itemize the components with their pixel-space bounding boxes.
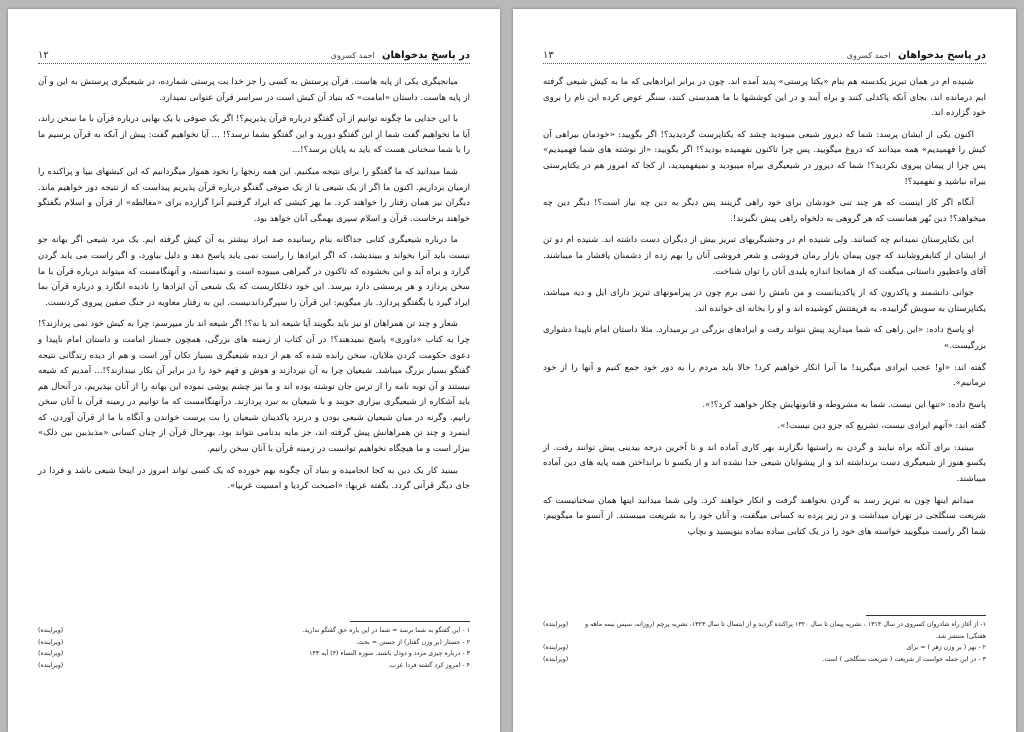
footnote-text: ۲ - جستار (بر وزن گفتار) از جستن = بحث. [355, 638, 470, 646]
paragraph: ببینید کار یک دین به کجا انجامیده و بنیاد آن چگونه بهم خورده که یک کسی تواند امروز در اینجا شیعی باشد و فردا در جای دیگر قرآنی گردد. بگفته عربها: «اصبحت کردیا و امسیت عربیا». [38, 465, 470, 492]
paragraph: آنگاه اگر کار اینست که هر چند تنی خودشان برای خود راهی گزینند پس دیگر به دین چه نیاز است؟! دیگر دین چه میخواهد؟! دین بُهر همانست که هر گروهی به دلخواه راهی پیش نگیرند!. [543, 198, 986, 224]
footnote [543, 619, 986, 642]
running-author: احمد کسروی [846, 51, 891, 60]
footnote-text: ۱ - این گفتگو به شما نرسد = شما در این باره حق گفتگو ندارید. [302, 627, 470, 634]
footnote-editor: (ویراینده) [38, 650, 64, 657]
paragraph: شعار و چند تن همراهان او نیز باید بگویند آیا شیعه اند یا نه؟! اگر شیعه اند باز میپرسم: چرا به کیش خود نمی پردازند؟! چرا به کتاب «داوری» پاسخ نمیدهند؟! در آن کتاب از زمینه های بزرگی، همچون جستار امامت و داستان امام ناپیدا و دعوی حکومت کردن ملایان، سخن رانده شده که هم از دیده شیعیگری بسیار تکان آور است و هم از دیده زندگانی نتیجه گفتگو بسیار بزرگ میباشد. شیعیان چرا به آن نپردازند و هوش و فهم خود را در برابر آن بکار نیندازند؟!... آمدیم که شیعه نیستند و آن توبه نامه را از ترس جان نوشته بوده اند و ما نیز چشم پوشی نموده این بهانه را از آنان بپذیریم، در آنحال هم باید آشکاره از شیعیگری بیزاری جویند و با شیعیان به نبرد پردازند. درآنهنگامست که ما توانیم در زمینه قرآن با آنان سخن رانیم. وگرنه در میان شیعیان شیعی بودن و درنزد پاکدینان شیعیان را بت پرست خواندن و آنگاه با ما از قرآن آوردن، که اینمرد و چند تن همراهانش پیش گرفته اند، جز مایه بدنامی نتواند بود. بهرحال قرآن از چنان کسانی «مذبذبین بین ذلک» بیزار است و ما هیچگاه نخواهیم توانست در زمینه قرآن با آنان سخن رانیم. [38, 319, 470, 455]
footnote [543, 654, 986, 666]
paragraph: ببینید: برای آنکه براه نیایند و گردن به راستیها نگزارند بهر کاری آماده اند و تا آخرین درجه بیدینی پیش توانند رفت. از یکسو هنوز از شیعیگری دست برنداشته اند و از پیشوایان شیعی جدا نشده اند و از یکسو تا برانداختن همه پایه های دین آماده میباشند. [543, 442, 986, 485]
footnote-editor: (ویراینده) [543, 644, 569, 651]
footnote-editor: (ویراینده) [543, 655, 569, 663]
page-body [543, 75, 986, 546]
running-head [331, 49, 470, 63]
paragraph: او پاسخ داده: «این راهی که شما میدارید پیش نتواند رفت و ایرادهای بزرگی در برمیدارد. مثلا داستان امام ناپیدا دشواری بزرگیست.» [543, 325, 986, 351]
footnote-text: ۴ - امروز کرد گشته فردا عرب. [388, 661, 470, 669]
footnotes [38, 625, 470, 671]
footnote-editor: (ویراینده) [543, 621, 569, 628]
page-header [38, 45, 470, 64]
page-number: ۱۳ [543, 50, 554, 61]
page-number: ۱۲ [38, 50, 49, 61]
paragraph: با این جدایی ما چگونه توانیم از آن گفتگو درباره قرآن پذیریم؟! اگر یک صوفی با یک بهایی درباره قرآن با ما سخن راند، آیا ما نخواهیم گفت شما از این گفتگو دورید و این گفتگو بشما نرسد؟! ... آیا نخواهیم گفت: پیش از آنکه به قرآن برسیم ما را با شما سخنانی هست که باید به پایان برسد؟!... [38, 114, 470, 156]
footnote [38, 637, 470, 649]
footnote-text: ۳ - درباره چیزی مردد و دودل باشند. سوره النساء (۴) آیه ۱۴۳ [309, 650, 470, 657]
paragraph: میانجیگری یکی از پایه هاست. قرآن پرستش به کسی را جز خدا بت پرستی شمارده، در شیعیگری پرستش به این و آن از پایه هاست. داستان «امامت» که بنیاد آن کیش است در سراسر قرآن عنوانی نمیدارد. [38, 77, 470, 103]
paragraph: اکنون یکی از ایشان پرسد: شما که دیروز شیعی میبودید چشد که یکتاپرست گردیدید؟! اگر بگویید: «خودمان بیراهی آن کیش را فهمیدیم» همه میدانند که دروغ میگویید. پس چرا تاکنون نفهمیده بودید؟! اگر بگویید: «از نوشته های شما فهمیدیم» پس چرا از پیمان پیروی نکردید؟! شما که دیروز در شیعیگری بیراه میبودید و نمیفهمیدید، از کجا که امروز هم در یکتاپرستی بیراه نباشید و نفهمید؟! [543, 129, 986, 187]
footnote-divider [866, 615, 986, 616]
paragraph: میدانم اینها چون به تبریز رسد به گردن نخواهند گرفت و انکار خواهند کرد. ولی شما میدانید اینها همان سخنانیست که شریعت سنگلجی در تهران میداشت و در زیر پرده به کسانی میگفت، و آنان خود را به شریعت میبستند. از آنسو ما میگوییم: شما اگر راست میگویید خواسته های خود را در یک کتابی ساده بماده بنویسید و بچاپ [543, 495, 986, 537]
page-body [38, 75, 470, 501]
paragraph: این یکتاپرستان نمیدانم چه کسانند. ولی شنیده ام در وحشیگریهای تبریز بیش از دیگران دست داشته اند. شنیده ام دو تن از ایشان از کتابفروشانند که چون پیمان بازار رمان فروشی و شعر فروشی آنان را بهم زده از دشمنان پافشار ما میباشند. آقای واعظپور داستانی میگفت که از همانجا اندازه پلیدی آنان را توان شناخت. [543, 235, 986, 277]
footnote [38, 625, 470, 637]
paragraph: شنیده ام در همان تبریز یکدسته هم بنام «یکتا پرستی» پدید آمده اند. چون در برابر ایرادهایی که ما به کیش شیعی گرفته ایم درمانده اند، بجای آنکه پاکدلی کنند و براه آیند و در این کوششها با ما همدستی کنند، سنگر عوض کرده این نام را بروی خود گزارده اند. [543, 77, 986, 119]
footnotes [543, 619, 986, 665]
paragraph: گفته اند: «او! عجب ایرادی میگیرید! ما آنرا انکار خواهیم کرد! حالا باید مردم را به دور خود جمع کنیم و آنها را از خود نرمانیم». [543, 362, 986, 389]
footnote-text: ۲ - بهر ( بر وزن زهر ) = برای [906, 644, 986, 651]
footnote [38, 660, 470, 672]
paragraph: پاسخ داده: «تنها این نیست. شما به مشروطه و قانونهایش چکار خواهید کرد؟!». [702, 399, 986, 410]
running-author: احمد کسروی [330, 51, 375, 60]
running-title: در پاسخ بدخواهان [381, 50, 470, 61]
footnote-divider [350, 621, 470, 622]
footnote [543, 642, 986, 654]
footnote [38, 648, 470, 660]
paragraph: گفته اند: «آنهم ایرادی نیست، تشریع که جزو دین نیست!». [777, 421, 986, 432]
page-header [543, 45, 986, 64]
footnote-editor: (ویراینده) [38, 661, 64, 669]
footnote-text: ۱- از آغاز راه شادروان کسروی در سال ۱۳۱۴ ، نشریه پیمان تا سال ۱۳۲۰ پراکنده گردید و از اینسال تا سال ۱۳۲۳، نشریه پرچم (روزانه، سپس نیمه ماهه و هفتگی) منتشر شد. [585, 621, 986, 640]
paragraph: جوانی دانشمند و پاکدرون که از پاکدینانست و من نامش را نمی برم چون در پیرامونهای تبریز دارای ایل و دیه میباشد، یکتاپرستان به سویش گراییده، به فریفتنش کوشیده اند و او را بخانه ای خوانده اند. [543, 288, 986, 314]
footnote-editor: (ویراینده) [38, 627, 64, 634]
paragraph: شما میدانید که ما گفتگو را برای نتیجه میکنیم. این همه رنجها را بخود هموار میگردانیم که این کیشهای بیپا و پراکنده را ازمیان برداریم. اکنون ما اگر از یک شیعی یا از یک صوفی گفتگو درباره قرآن پذیریم پیداست که از نتیجه دور خواهیم ماند. دیگران نیز همان رفتار را خواهند کرد. ما بهر کیشی که ایراد گرفتیم آنرا گزارده برای «مغالطه» از قرآن و اسلام بگفتگو خواهند برخاست. قرآن و اسلام سپری بهمگی آنان خواهد بود. [38, 166, 470, 224]
footnote-text: ۳ - در این جمله خواست از شریعت ( شریعت سنگلجی ) است. [822, 655, 986, 663]
document-page-left [8, 9, 500, 732]
running-title: در پاسخ بدخواهان [897, 50, 986, 61]
running-head [847, 49, 986, 63]
footnote-editor: (ویراینده) [38, 638, 64, 646]
document-page-right [513, 9, 1016, 732]
paragraph: ما درباره شیعیگری کتابی جداگانه بنام رسانیده صد ایراد بیشتر به آن کیش گرفته ایم. یک مرد شیعی اگر بهانه جو نیست باید آنرا بخواند و ببیندیشد، که اگر ایرادها را راست نمی یابد پاسخ دهد و دلیل بیاورد، و اگر راست می یابد گردن گزارد و براه آید و این بخشوده که تاکنون در گمراهی میبوده است و نمیدانسته، و آنهنگامست که میتواند درباره قرآن با ما سخن پردازد و هر پرسشی دارد بپرسد. این خود دغلکاریست که یک شیعی آن ایرادها را نادیده انگارد و درباره قرآن بما ایراد گیرد یا بگفتگو پردازد. باز میگویم: این قرآن را سپرگرداندنیست. این به رفتار معاویه در جنگ صفین پیروی کردنست. [38, 235, 470, 308]
